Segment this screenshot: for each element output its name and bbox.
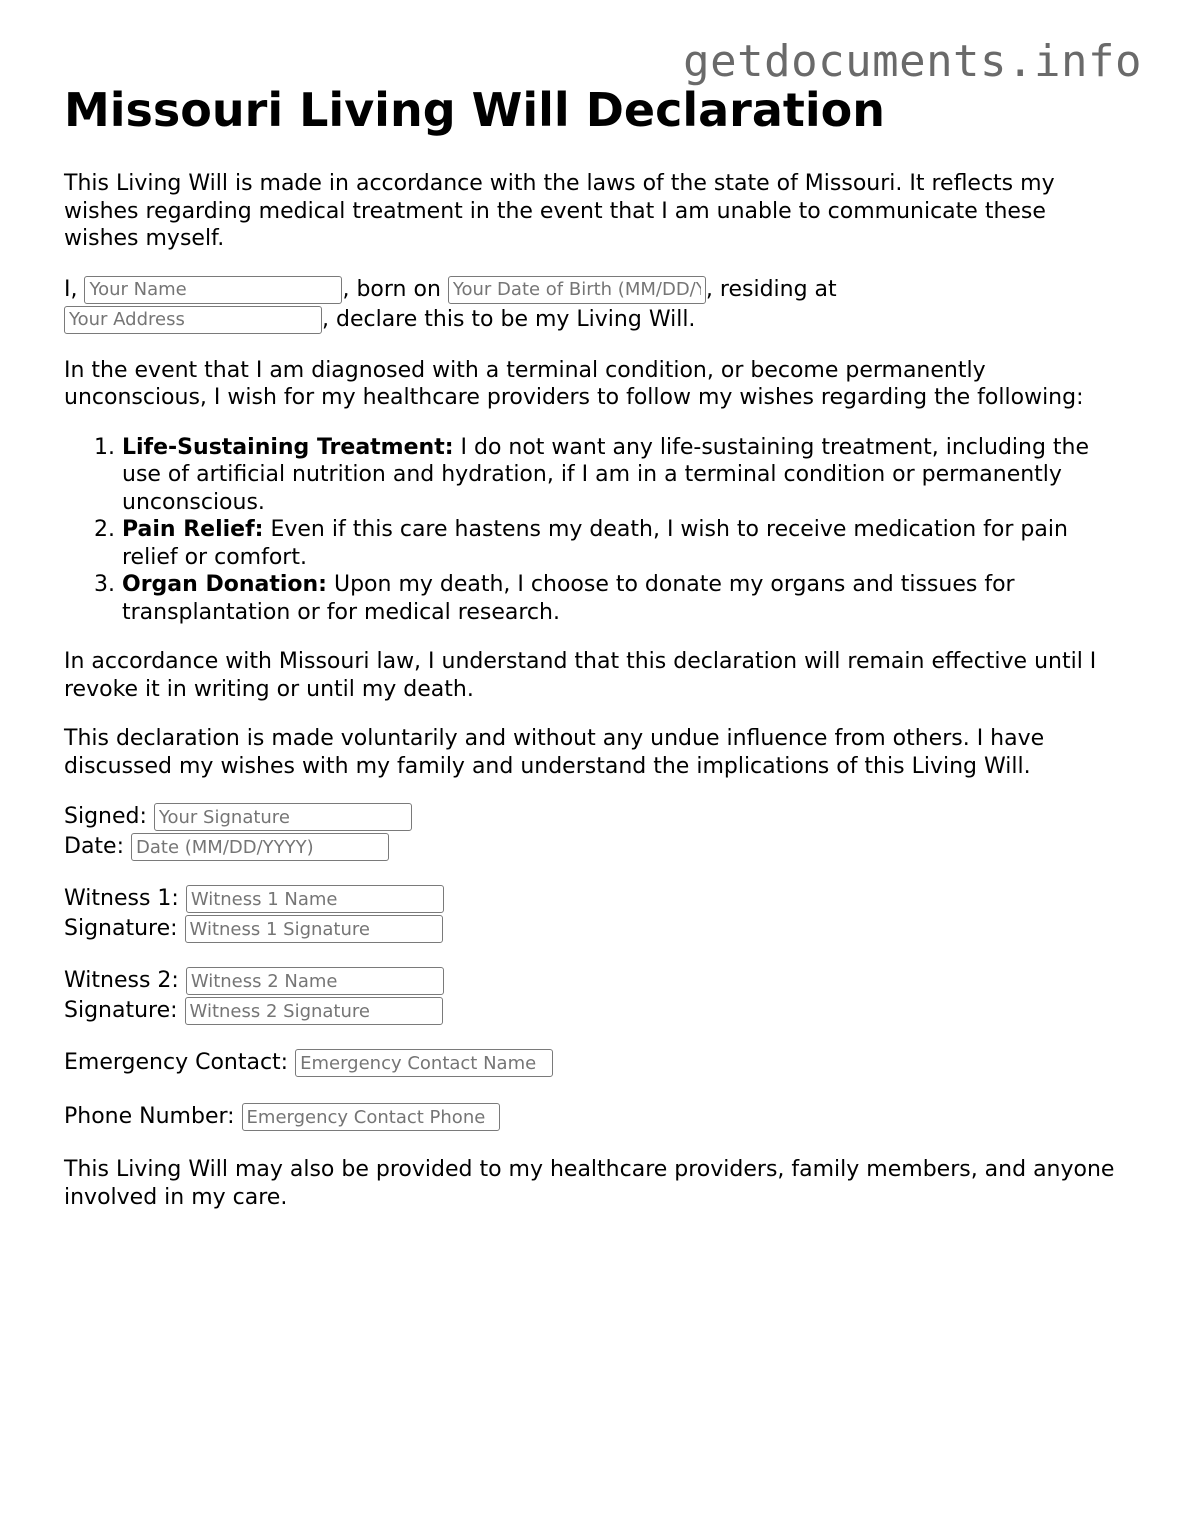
born-text: , born on — [342, 276, 441, 302]
list-item — [122, 571, 1124, 626]
residing-text: , residing at — [705, 276, 837, 302]
wish-label: Pain Relief: — [122, 517, 264, 542]
witness-2-name-input[interactable] — [186, 967, 444, 995]
intro-paragraph: This Living Will is made in accordance with the laws of the state of Missouri. It reflects my wishes regarding medical treatment in the event that I am unable to communicate these wishes myself. — [64, 171, 1055, 251]
declaration-paragraph — [64, 275, 1124, 335]
signed-label: Signed: — [64, 804, 147, 829]
wish-text: Upon my death, I choose to donate my organs and tissues for transplantation or for medical research. — [122, 572, 1015, 625]
phone-number-label: Phone Number: — [64, 1104, 235, 1129]
witness-1-section — [64, 884, 1124, 944]
wish-label: Life-Sustaining Treatment: — [122, 434, 454, 460]
witness-2-section — [64, 966, 1124, 1026]
witness-2-label: Witness 2: — [64, 968, 179, 993]
witness-1-name-input[interactable] — [186, 885, 444, 913]
watermark: getdocuments.info — [683, 36, 1142, 87]
emergency-contact-input[interactable] — [295, 1049, 553, 1077]
witness-1-signature-input[interactable] — [185, 915, 443, 943]
phone-number-input[interactable] — [242, 1103, 500, 1131]
signed-row — [64, 802, 1124, 832]
closing-paragraph: This Living Will may also be provided to my healthcare providers, family members, and anyone involved in my care. — [64, 1157, 1115, 1210]
witness-2-signature-label: Signature: — [64, 998, 178, 1023]
witness-1-label: Witness 1: — [64, 886, 179, 911]
wishes-list — [64, 434, 1124, 627]
dob-input[interactable] — [448, 276, 706, 304]
wish-text: Even if this care hastens my death, I wish to receive medication for pain relief or comfort. — [122, 517, 1068, 570]
document-page — [64, 80, 1124, 1233]
name-input[interactable] — [84, 276, 342, 304]
address-input[interactable] — [64, 306, 322, 334]
emergency-contact-label: Emergency Contact: — [64, 1050, 289, 1075]
wish-text: I do not want any life-sustaining treatment, including the use of artificial nutrition and hydration, if I am in a terminal condition or permanently unconscious. — [122, 434, 1090, 515]
declaration-prefix: I, — [64, 276, 78, 302]
declaration-suffix: , declare this to be my Living Will. — [322, 306, 696, 332]
witness-2-signature-row — [64, 996, 1124, 1026]
witness-1-name-row — [64, 884, 1124, 914]
witness-2-signature-input[interactable] — [185, 997, 443, 1025]
date-input[interactable] — [131, 833, 389, 861]
witness-1-signature-row — [64, 914, 1124, 944]
emergency-contact-row — [64, 1048, 1124, 1078]
signature-section — [64, 802, 1124, 862]
page-title: Missouri Living Will Declaration — [64, 83, 885, 137]
list-item — [122, 434, 1124, 517]
wish-label: Organ Donation: — [122, 572, 327, 597]
effective-paragraph: In accordance with Missouri law, I understand that this declaration will remain effective until I revoke it in writing or until my death. — [64, 649, 1097, 702]
phone-number-row — [64, 1102, 1124, 1132]
conditions-intro: In the event that I am diagnosed with a terminal condition, or become permanently unconscious, I wish for my healthcare providers to follow my wishes regarding the following: — [64, 357, 1084, 410]
signature-input[interactable] — [154, 803, 412, 831]
list-item — [122, 516, 1124, 571]
witness-2-name-row — [64, 966, 1124, 996]
date-row — [64, 832, 1124, 862]
date-label: Date: — [64, 834, 124, 859]
witness-1-signature-label: Signature: — [64, 916, 178, 941]
voluntary-paragraph: This declaration is made voluntarily and without any undue influence from others. I have discussed my wishes with my family and understand the implications of this Living Will. — [64, 726, 1045, 779]
